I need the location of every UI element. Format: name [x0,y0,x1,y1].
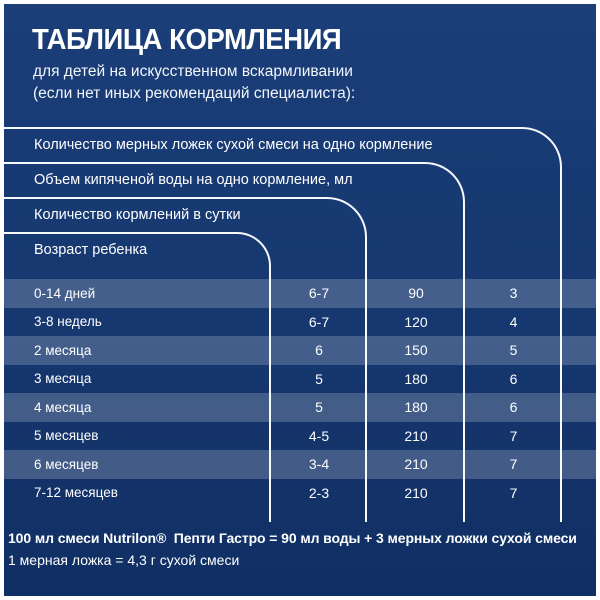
cell-scoops: 3 [509,285,518,302]
footnote-scoop-line: 1 мерная ложка = 4,3 г сухой смеси [8,552,240,568]
footnote [8,527,577,571]
cell-feedings-per-day: 5 [315,399,323,416]
cell-water-ml: 180 [404,370,428,387]
cell-age: 4 месяца [34,399,92,415]
subtitle-line-1: для детей на искусственном вскармливании [33,63,353,80]
cell-age: 7-12 месяцев [34,485,118,501]
cell-scoops: 6 [509,370,518,387]
cell-water-ml: 150 [404,342,428,359]
infographic-canvas [4,4,596,596]
cell-age: 0-14 дней [34,285,96,301]
subtitle-line-2: (если нет иных рекомендаций специалиста): [33,85,356,102]
cell-feedings-per-day: 3-4 [308,456,330,473]
cell-feedings-per-day: 6 [315,342,323,359]
cell-water-ml: 180 [404,399,428,416]
cell-scoops: 6 [509,399,518,416]
cell-feedings-per-day: 4-5 [308,427,330,444]
column-bracket-age [4,232,271,522]
cell-feedings-per-day: 5 [315,370,323,387]
cell-water-ml: 90 [408,285,424,302]
cell-age: 5 месяцев [34,428,99,444]
cell-water-ml: 120 [404,313,428,330]
cell-age: 6 месяцев [34,456,99,472]
column-header-scoops: Количество мерных ложек сухой смеси на одно кормление [34,137,433,153]
page-subtitle [33,61,355,105]
column-header-feedings: Количество кормлений в сутки [34,207,241,223]
cell-feedings-per-day: 2-3 [308,484,330,501]
cell-scoops: 5 [509,342,518,359]
cell-feedings-per-day: 6-7 [308,313,330,330]
cell-age: 3-8 недель [34,314,102,330]
cell-scoops: 4 [509,313,518,330]
cell-water-ml: 210 [404,456,428,473]
cell-age: 3 месяца [34,371,92,387]
cell-feedings-per-day: 6-7 [308,285,330,302]
page-title: ТАБЛИЦА КОРМЛЕНИЯ [32,24,342,56]
column-header-water: Объем кипяченой воды на одно кормление, мл [34,172,353,188]
cell-age: 2 месяца [34,342,92,358]
footnote-formula-line: 100 мл смеси Nutrilon® Пепти Гастро = 90 мл воды + 3 мерных ложки сухой смеси [8,530,577,546]
cell-water-ml: 210 [404,484,428,501]
cell-scoops: 7 [509,484,518,501]
cell-scoops: 7 [509,427,518,444]
cell-water-ml: 210 [404,427,428,444]
column-header-age: Возраст ребенка [34,242,148,258]
cell-scoops: 7 [509,456,518,473]
